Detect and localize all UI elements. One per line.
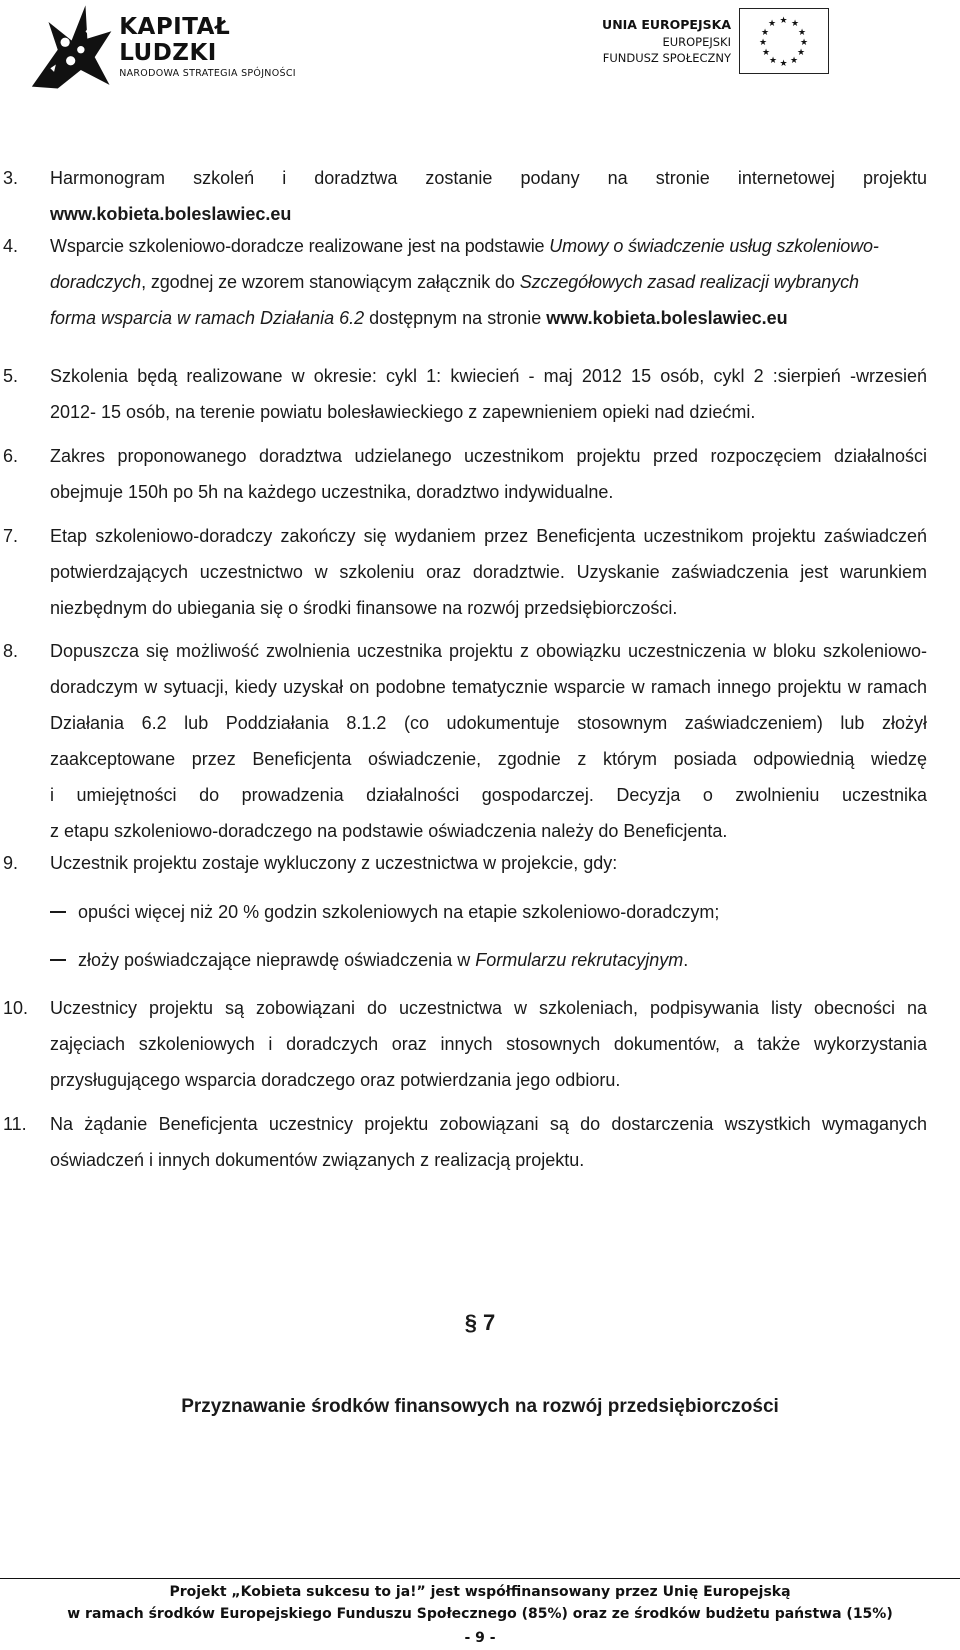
item-6-line-2: obejmuje 150h po 5h na każdego uczestnika, doradztwo indywidualne. bbox=[50, 482, 614, 502]
dash-bullet-icon bbox=[50, 911, 66, 913]
eu-logo-line2: EUROPEJSKI bbox=[662, 35, 731, 49]
item-number: 11. bbox=[3, 1114, 27, 1134]
section-title: Przyznawanie środków finansowych na rozwój przedsiębiorczości bbox=[181, 1396, 779, 1417]
item-number: 5. bbox=[3, 366, 19, 386]
item-number: 3. bbox=[3, 168, 19, 188]
kapital-ludzki-subtitle: NARODOWA STRATEGIA SPÓJNOŚCI bbox=[119, 67, 296, 79]
item-4-link[interactable]: www.kobieta.boleslawiec.eu bbox=[546, 308, 788, 328]
item-11-line-1: Na żądanie Beneficjenta uczestnicy projektu zobowiązani są do dostarczenia wszystkich wymaganych bbox=[50, 1114, 927, 1134]
svg-text:★: ★ bbox=[779, 16, 788, 26]
item-8-line-3: Działania 6.2 lub Poddziałania 8.1.2 (co udokumentuje stosownym zaświadczeniem) lub złożył bbox=[50, 713, 927, 733]
item-4-line-3a: forma wsparcia w ramach Działania 6.2 bbox=[50, 308, 365, 328]
kapital-ludzki-logo bbox=[30, 0, 320, 92]
svg-text:★: ★ bbox=[768, 56, 778, 66]
eu-flag-icon bbox=[739, 8, 829, 74]
footer-line-1: Projekt „Kobieta sukcesu to ja!” jest współfinansowany przez Unię Europejską bbox=[169, 1584, 791, 1600]
bullet-2-text-a: złoży poświadczające nieprawdę oświadczenia w bbox=[78, 950, 476, 970]
item-number: 4. bbox=[3, 236, 19, 256]
item-8-line-4: zaakceptowane przez Beneficjenta oświadczenie, zgodnie z którym posiada odpowiednią wiedzę bbox=[50, 749, 927, 769]
svg-text:★: ★ bbox=[779, 59, 788, 69]
eu-logo bbox=[585, 8, 835, 78]
item-4-line-2c: Szczegółowych zasad realizacji wybranych bbox=[519, 272, 859, 292]
item-11-line-2: oświadczeń i innych dokumentów związanych z realizacją projektu. bbox=[50, 1150, 585, 1170]
svg-text:★: ★ bbox=[790, 19, 800, 29]
svg-text:★: ★ bbox=[799, 38, 809, 48]
item-6-line-1: Zakres proponowanego doradztwa udzielanego uczestnikom projektu przed rozpoczęciem działalności bbox=[50, 446, 927, 466]
item-10-line-3: przysługującego wsparcia doradczego oraz potwierdzania jego odbioru. bbox=[50, 1070, 621, 1090]
item-10-line-1: Uczestnicy projektu są zobowiązani do uczestnictwa w szkoleniach, podpisywania listy obecności na bbox=[50, 998, 927, 1018]
svg-text:★: ★ bbox=[797, 28, 807, 38]
item-number: 9. bbox=[3, 853, 19, 873]
item-3-line-1: Harmonogram szkoleń i doradztwa zostanie podany na stronie internetowej projektu bbox=[50, 168, 927, 188]
section-sign: § 7 bbox=[464, 1310, 496, 1335]
bullet-1-text: opuści więcej niż 20 % godzin szkoleniowych na etapie szkoleniowo-doradczym; bbox=[78, 902, 720, 922]
item-7-line-2: potwierdzających uczestnictwo w szkoleniu oraz doradztwie. Uzyskanie zaświadczenia jest warunkiem bbox=[50, 562, 927, 582]
page-footer bbox=[0, 1582, 960, 1650]
svg-text:★: ★ bbox=[789, 56, 799, 66]
item-3-link[interactable]: www.kobieta.boleslawiec.eu bbox=[50, 204, 292, 224]
item-7-line-1: Etap szkoleniowo-doradczy zakończy się wydaniem przez Beneficjenta uczestnikom projektu zaświadczeń bbox=[50, 526, 927, 546]
svg-text:★: ★ bbox=[758, 38, 768, 48]
kapital-ludzki-title: KAPITAŁ LUDZKI bbox=[119, 13, 231, 66]
svg-text:★: ★ bbox=[760, 28, 770, 38]
item-10-line-2: zajęciach szkoleniowych i doradczych oraz innych stosownych dokumentów, a także wykorzystania bbox=[50, 1034, 927, 1054]
page-number: - 9 - bbox=[464, 1630, 496, 1646]
svg-text:★: ★ bbox=[796, 48, 806, 58]
item-4-line-1b: Umowy o świadczenie usług szkoleniowo- bbox=[549, 236, 879, 256]
item-8-line-6: z etapu szkoleniowo-doradczego na podstawie oświadczenia należy do Beneficjenta. bbox=[50, 821, 728, 841]
item-8-line-2: doradczym w sytuacji, kiedy uzyskał on podobne tematycznie wsparcie w ramach innego projektu w ramach bbox=[50, 677, 927, 697]
item-4-line-2a: doradczych bbox=[50, 272, 142, 292]
item-7-line-3: niezbędnym do ubiegania się o środki finansowe na rozwój przedsiębiorczości. bbox=[50, 598, 678, 618]
item-4-line-3b: dostępnym na stronie bbox=[364, 308, 547, 328]
footer-line-2: w ramach środków Europejskiego Funduszu Społecznego (85%) oraz ze środków budżetu państwa (15%) bbox=[67, 1606, 893, 1622]
footer-divider bbox=[0, 1578, 960, 1579]
item-number: 6. bbox=[3, 446, 19, 466]
kapital-ludzki-emblem-icon bbox=[30, 0, 113, 92]
svg-text:★: ★ bbox=[761, 48, 771, 58]
page-header bbox=[0, 0, 960, 100]
item-number: 7. bbox=[3, 526, 19, 546]
eu-logo-line3: FUNDUSZ SPOŁECZNY bbox=[602, 51, 731, 65]
item-4-line-1a: Wsparcie szkoleniowo-doradcze realizowane jest na podstawie bbox=[50, 236, 550, 256]
svg-text:★: ★ bbox=[767, 19, 777, 29]
eu-logo-line1: UNIA EUROPEJSKA bbox=[602, 17, 731, 32]
item-8-line-1: Dopuszcza się możliwość zwolnienia uczestnika projektu z obowiązku uczestniczenia w bloku szkoleniowo- bbox=[50, 641, 927, 661]
bullet-2-text-c: . bbox=[683, 950, 689, 970]
item-number: 8. bbox=[3, 641, 19, 661]
item-4-line-2b: , zgodnej ze wzorem stanowiącym załącznik do bbox=[141, 272, 520, 292]
item-9-line-1: Uczestnik projektu zostaje wykluczony z uczestnictwa w projekcie, gdy: bbox=[50, 853, 618, 873]
bullet-2-text-b: Formularzu rekrutacyjnym bbox=[475, 950, 684, 970]
item-number: 10. bbox=[3, 998, 29, 1018]
dash-bullet-icon bbox=[50, 959, 66, 961]
item-5-line-1: Szkolenia będą realizowane w okresie: cykl 1: kwiecień - maj 2012 15 osób, cykl 2 :sierpień -wrzesień bbox=[50, 366, 927, 386]
item-8-line-5: i umiejętności do prowadzenia działalności gospodarczej. Decyzja o zwolnieniu uczestnika bbox=[50, 785, 927, 805]
item-5-line-2: 2012- 15 osób, na terenie powiatu bolesławieckiego z zapewnieniem opieki nad dziećmi. bbox=[50, 402, 756, 422]
